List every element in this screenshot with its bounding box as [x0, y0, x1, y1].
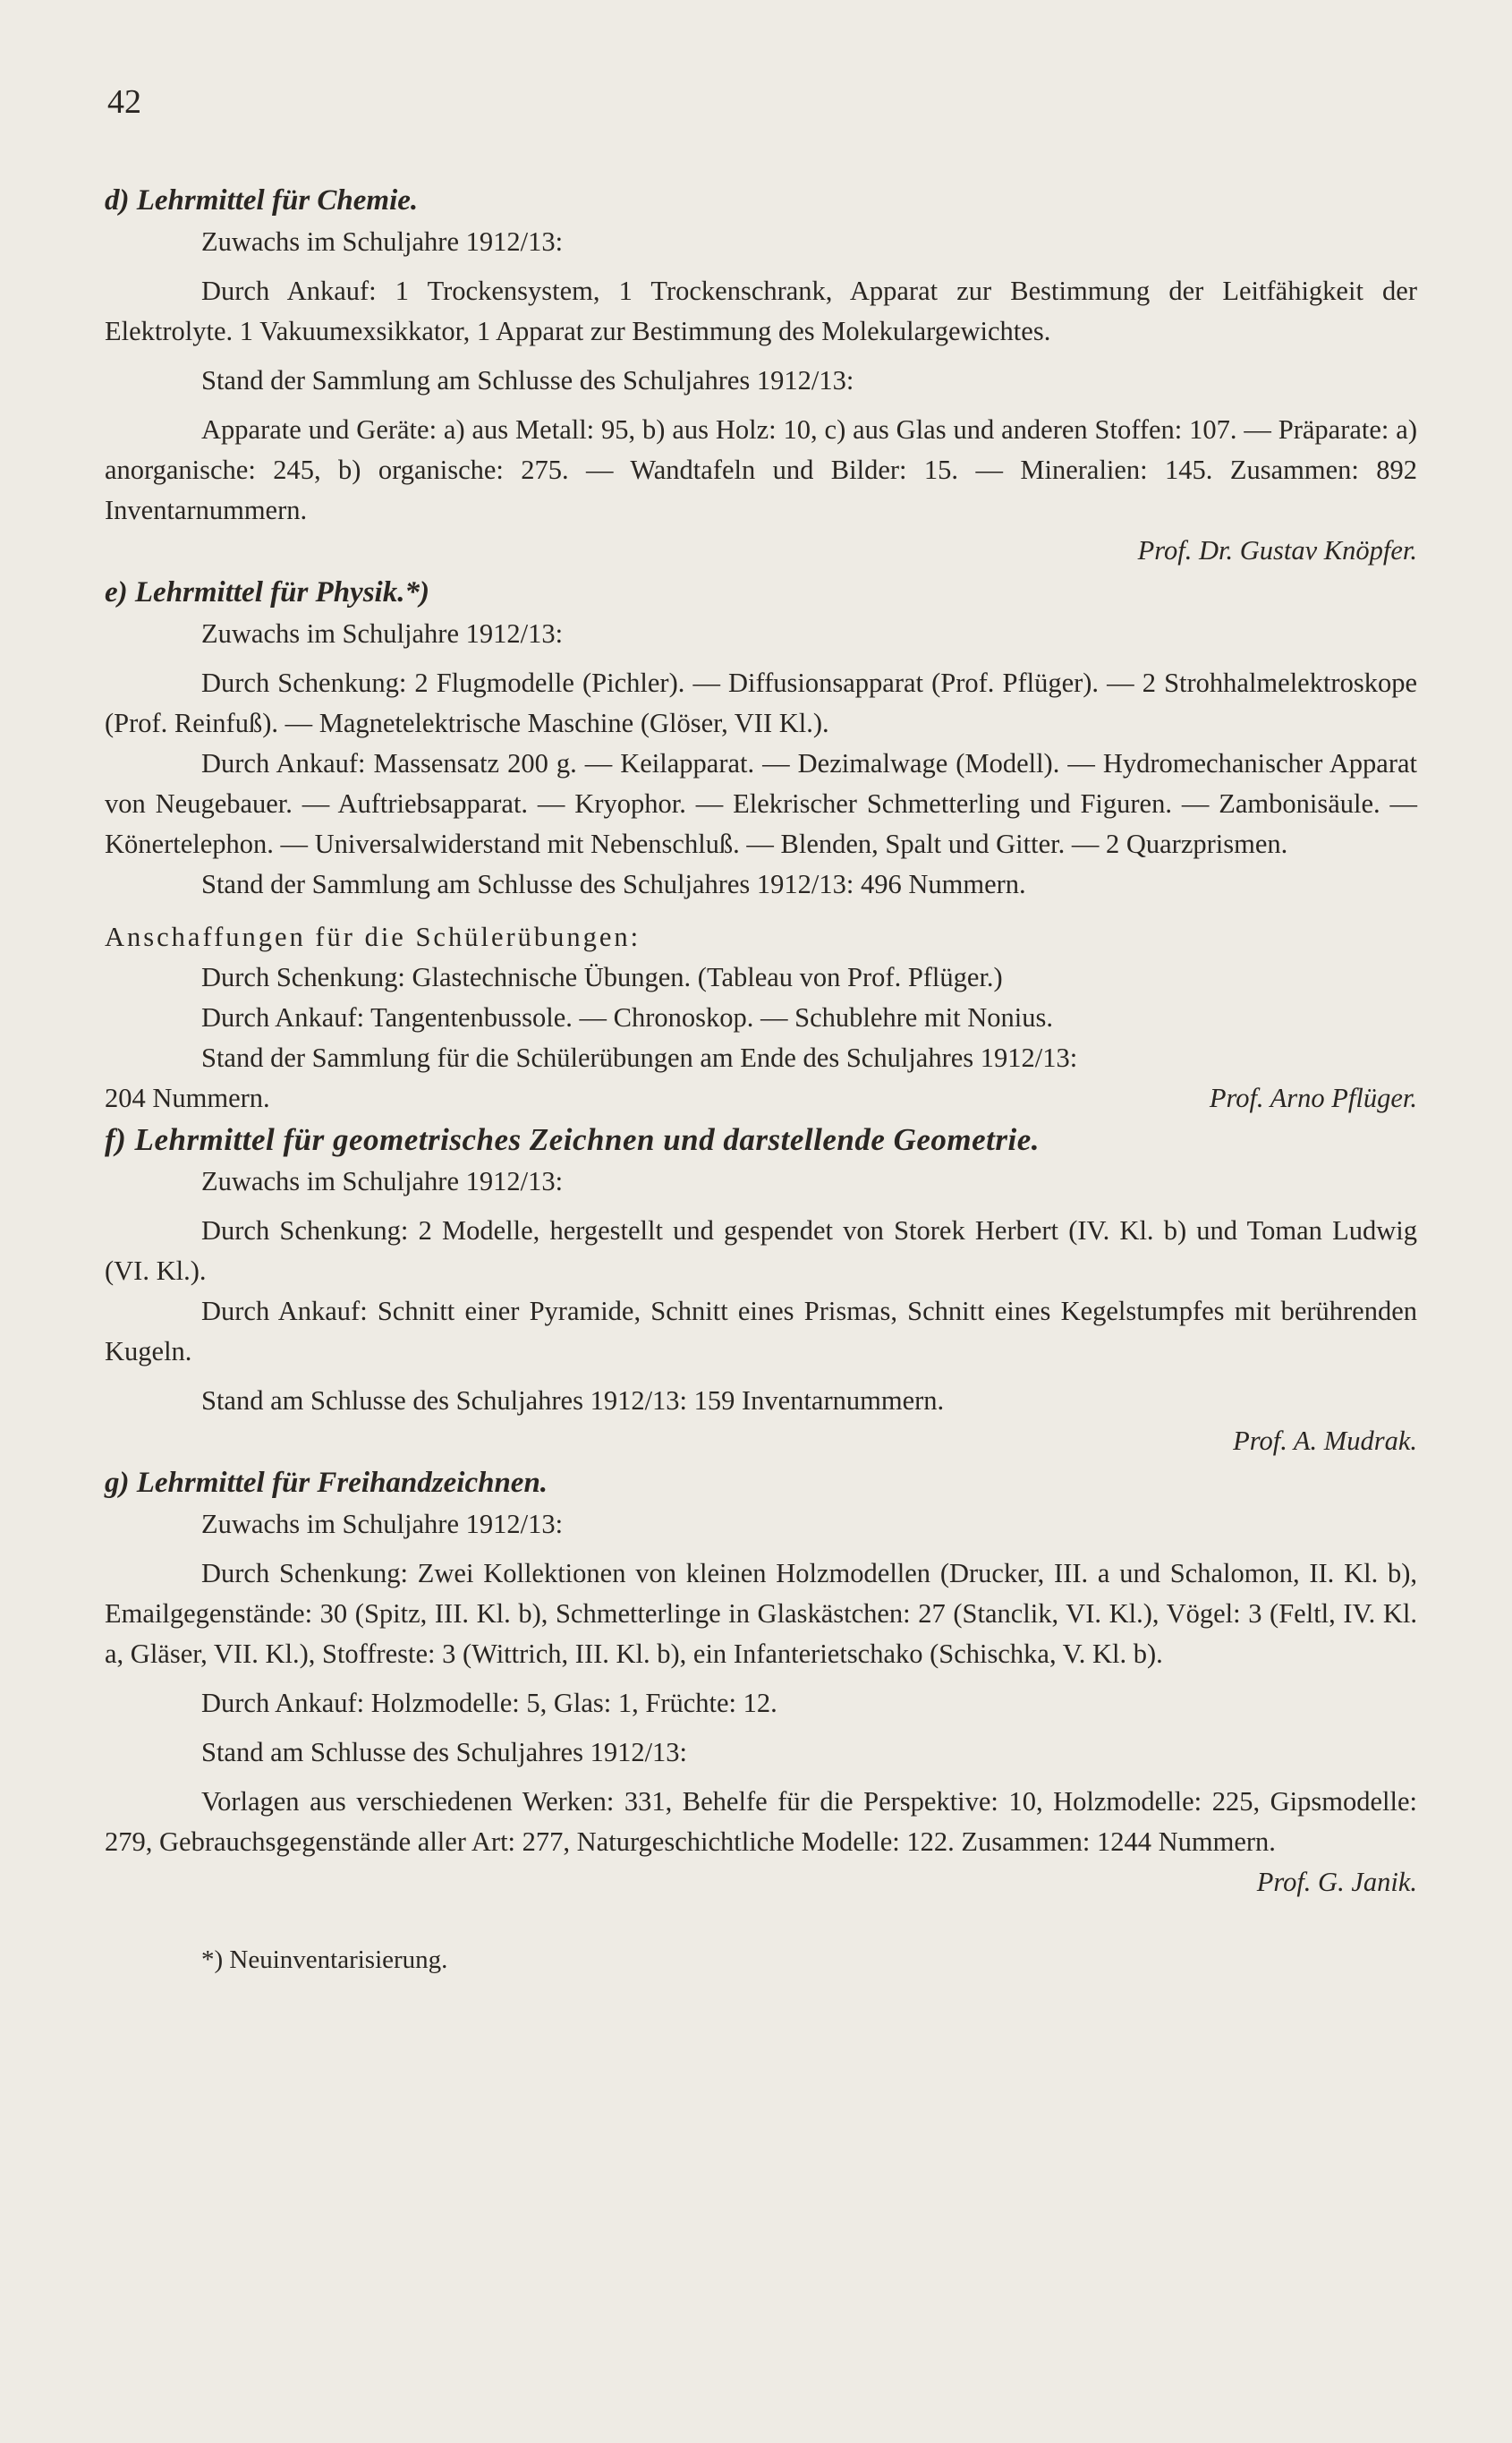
paragraph-ankauf: Durch Ankauf: Massensatz 200 g. — Keilapparat. — Dezimalwage (Modell). — Hydromechanischer Apparat von Neugebauer. — Auftriebsapparat. — Kryophor. — Elekrischer Schmetterling und Figuren. — Zambonisäule. — Könertelephon. — Universalwiderstand mit Nebenschluß. — Blenden, Spalt und Gitter. — 2 Quarzprismen. — [105, 748, 1417, 859]
paragraph-stand: Stand der Sammlung am Schlusse des Schuljahres 1912/13: — [201, 365, 854, 396]
paragraph-schenkung: Durch Schenkung: Zwei Kollektionen von kleinen Holzmodellen (Drucker, III. a und Schalomon, II. Kl. b), Emailgegenstände: 30 (Spitz, III. Kl. b), Schmetterlinge in Glaskästchen: 27 (Stanclik, VI. Kl.), Vögel: 3 (Feltl, IV. Kl. a, Gläser, VII. Kl.), Stoffreste: 3 (Wittrich, III. Kl. b), ein Infanterietschako (Schischka, V. Kl. b). — [105, 1558, 1417, 1669]
paragraph-ankauf: Durch Ankauf: Holzmodelle: 5, Glas: 1, Früchte: 12. — [201, 1688, 777, 1718]
paragraph-vorlagen: Vorlagen aus verschiedenen Werken: 331, Behelfe für die Perspektive: 10, Holzmodelle: 225, Gipsmodelle: 279, Gebrauchsgegenstände aller Art: 277, Naturgeschichtliche Modelle: 122. Zusammen: 1244 Nummern. — [105, 1786, 1417, 1857]
paragraph-sub-stand: Stand der Sammlung für die Schülerübungen am Ende des Schuljahres 1912/13: — [201, 1043, 1078, 1073]
section-heading-physik: e) Lehrmittel für Physik.*) — [105, 576, 429, 609]
zuwachs-label: Zuwachs im Schuljahre 1912/13: — [201, 1166, 564, 1196]
signature — [105, 1421, 1417, 1461]
subheading-schuleruebungen: Anschaffungen für die Schülerübungen: — [105, 922, 641, 952]
paragraph-stand: Stand am Schlusse des Schuljahres 1912/13: 159 Inventarnummern. — [201, 1385, 945, 1416]
zuwachs-label: Zuwachs im Schuljahre 1912/13: — [201, 618, 564, 649]
signature-text: Prof. A. Mudrak. — [1233, 1426, 1417, 1456]
signature — [105, 1862, 1417, 1902]
zuwachs-label: Zuwachs im Schuljahre 1912/13: — [201, 226, 564, 257]
paragraph-sub-ankauf: Durch Ankauf: Tangentenbussole. — Chronoskop. — Schublehre mit Nonius. — [201, 1002, 1054, 1033]
paragraph-ankauf: Durch Ankauf: 1 Trockensystem, 1 Trockenschrank, Apparat zur Bestimmung der Leitfähigkeit der Elektrolyte. 1 Vakuumexsikkator, 1 Apparat zur Bestimmung des Molekulargewichtes. — [105, 276, 1417, 346]
sub-stand-end: 204 Nummern. — [105, 1083, 270, 1113]
paragraph-stand: Stand der Sammlung am Schlusse des Schuljahres 1912/13: 496 Nummern. — [201, 869, 1026, 899]
zuwachs-label: Zuwachs im Schuljahre 1912/13: — [201, 1509, 564, 1539]
signature: Prof. Arno Pflüger. — [1209, 1083, 1417, 1113]
paragraph-ankauf: Durch Ankauf: Schnitt einer Pyramide, Schnitt eines Prismas, Schnitt eines Kegelstumpfes mit berührenden Kugeln. — [105, 1296, 1417, 1366]
signature — [105, 531, 1417, 571]
section-heading-freihand: g) Lehrmittel für Freihandzeichnen. — [105, 1467, 548, 1499]
signature-text: Prof. Dr. Gustav Knöpfer. — [1137, 535, 1417, 566]
section-heading-chemie: d) Lehrmittel für Chemie. — [105, 184, 419, 217]
paragraph-schenkung: Durch Schenkung: 2 Modelle, hergestellt und gespendet von Storek Herbert (IV. Kl. b) und Toman Ludwig (VI. Kl.). — [105, 1215, 1417, 1286]
section-heading-geometrie: f) Lehrmittel für geometrisches Zeichnen und darstellende Geometrie. — [105, 1122, 1041, 1157]
paragraph-stand: Stand am Schlusse des Schuljahres 1912/13: — [201, 1737, 688, 1767]
paragraph-sub-schenkung: Durch Schenkung: Glastechnische Übungen. (Tableau von Prof. Pflüger.) — [201, 962, 1003, 992]
page-number: 42 — [107, 83, 141, 121]
paragraph-schenkung: Durch Schenkung: 2 Flugmodelle (Pichler). — Diffusionsapparat (Prof. Pflüger). — 2 Strohhalmelektroskope (Prof. Reinfuß). — Magnetelektrische Maschine (Glöser, VII Kl.). — [105, 668, 1417, 738]
signature-text: Prof. G. Janik. — [1256, 1867, 1417, 1897]
paragraph-inventory: Apparate und Geräte: a) aus Metall: 95, b) aus Holz: 10, c) aus Glas und anderen Stoffen: 107. — Präparate: a) anorganische: 245, b) organische: 275. — Wandtafeln und Bilder: 15. — Mineralien: 145. Zusammen: 892 Inventarnummern. — [105, 414, 1417, 525]
footnote: *) Neuinventarisierung. — [201, 1945, 448, 1974]
sub-stand-line — [105, 1078, 1417, 1119]
page-content — [105, 179, 1417, 1980]
